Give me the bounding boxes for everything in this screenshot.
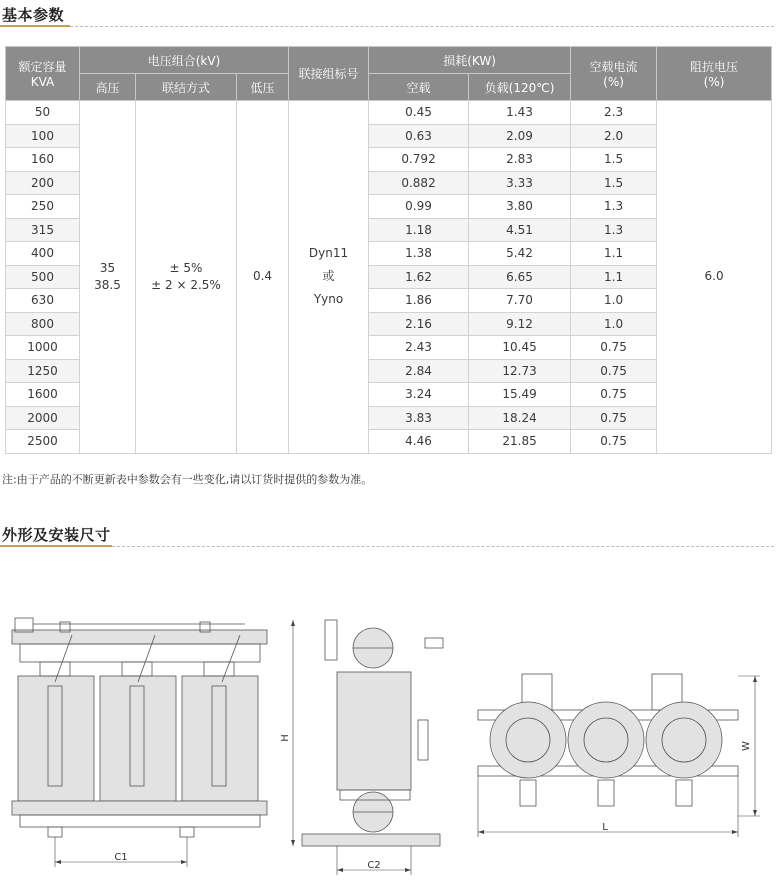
cell-no-load-current: 0.75	[571, 336, 657, 360]
cell-no-load-loss: 0.792	[369, 148, 469, 172]
cell-capacity: 200	[6, 171, 80, 195]
cell-capacity: 1600	[6, 383, 80, 407]
cell-no-load-loss: 0.63	[369, 124, 469, 148]
cell-impedance: 6.0	[657, 101, 772, 454]
footnote: 注:由于产品的不断更新表中参数会有一些变化,请以订货时提供的参数为准。	[2, 473, 373, 486]
parameter-table	[5, 46, 772, 454]
section-underline	[0, 545, 112, 547]
header-vector-group: 联接组标号	[289, 47, 369, 101]
vector-group-or: 或	[322, 269, 335, 284]
cell-vector-group	[289, 101, 369, 454]
cell-low-voltage: 0.4	[237, 101, 289, 454]
dimension-l: L	[602, 822, 608, 833]
vector-group-value: Dyn11	[308, 246, 349, 261]
header-no-load: 空载	[369, 74, 469, 101]
cell-no-load-loss: 3.24	[369, 383, 469, 407]
cell-capacity: 2000	[6, 406, 80, 430]
high-voltage-value: 35	[99, 260, 116, 275]
cell-capacity: 500	[6, 265, 80, 289]
cell-capacity: 1000	[6, 336, 80, 360]
cell-no-load-current: 1.5	[571, 148, 657, 172]
cell-capacity: 50	[6, 101, 80, 125]
cell-load-loss: 6.65	[469, 265, 571, 289]
section-header-dimensions	[0, 524, 777, 546]
cell-load-loss: 7.70	[469, 289, 571, 313]
header-voltage-group: 电压组合(kV)	[80, 47, 289, 74]
dimension-c1: C1	[114, 852, 128, 863]
installation-drawing	[0, 590, 777, 890]
tap-range: ± 2 × 2.5%	[151, 277, 221, 292]
cell-load-loss: 15.49	[469, 383, 571, 407]
header-impedance: 阻抗电压 (%)	[657, 47, 772, 101]
cell-no-load-current: 1.1	[571, 242, 657, 266]
header-connection-method: 联结方式	[136, 74, 237, 101]
header-capacity: 额定容量 KVA	[6, 47, 80, 101]
cell-no-load-current: 1.5	[571, 171, 657, 195]
cell-load-loss: 12.73	[469, 359, 571, 383]
cell-load-loss: 10.45	[469, 336, 571, 360]
header-losses: 损耗(KW)	[369, 47, 571, 74]
cell-no-load-current: 0.75	[571, 406, 657, 430]
cell-no-load-loss: 0.882	[369, 171, 469, 195]
cell-no-load-loss: 1.86	[369, 289, 469, 313]
cell-no-load-loss: 2.16	[369, 312, 469, 336]
cell-capacity: 315	[6, 218, 80, 242]
header-load: 负载(120℃)	[469, 74, 571, 101]
cell-capacity: 250	[6, 195, 80, 219]
cell-load-loss: 1.43	[469, 101, 571, 125]
cell-capacity: 800	[6, 312, 80, 336]
cell-load-loss: 4.51	[469, 218, 571, 242]
vector-group-value: Yyno	[313, 292, 344, 307]
cell-high-voltage	[80, 101, 136, 454]
cell-capacity: 630	[6, 289, 80, 313]
cell-no-load-current: 1.1	[571, 265, 657, 289]
cell-capacity: 160	[6, 148, 80, 172]
cell-no-load-loss: 1.38	[369, 242, 469, 266]
header-no-load-current: 空载电流 (%)	[571, 47, 657, 101]
dimension-w: W	[741, 741, 752, 751]
cell-no-load-loss: 1.62	[369, 265, 469, 289]
table-row	[6, 101, 772, 125]
section-title: 外形及安装尺寸	[2, 526, 111, 544]
section-underline	[0, 25, 70, 27]
cell-load-loss: 21.85	[469, 430, 571, 454]
cell-no-load-loss: 1.18	[369, 218, 469, 242]
cell-no-load-current: 1.3	[571, 218, 657, 242]
cell-no-load-current: 1.3	[571, 195, 657, 219]
cell-load-loss: 9.12	[469, 312, 571, 336]
cell-no-load-current: 1.0	[571, 312, 657, 336]
cell-no-load-loss: 0.45	[369, 101, 469, 125]
front-view	[12, 618, 267, 867]
cell-no-load-loss: 3.83	[369, 406, 469, 430]
top-view	[478, 674, 760, 837]
cell-load-loss: 2.83	[469, 148, 571, 172]
cell-no-load-current: 0.75	[571, 359, 657, 383]
dimension-c2: C2	[367, 860, 381, 871]
cell-no-load-loss: 4.46	[369, 430, 469, 454]
cell-no-load-current: 2.0	[571, 124, 657, 148]
cell-capacity: 100	[6, 124, 80, 148]
cell-load-loss: 18.24	[469, 406, 571, 430]
header-low-voltage: 低压	[237, 74, 289, 101]
cell-no-load-loss: 0.99	[369, 195, 469, 219]
high-voltage-value: 38.5	[94, 277, 121, 292]
cell-no-load-current: 2.3	[571, 101, 657, 125]
section-title: 基本参数	[2, 6, 65, 24]
cell-load-loss: 2.09	[469, 124, 571, 148]
cell-load-loss: 3.80	[469, 195, 571, 219]
header-high-voltage: 高压	[80, 74, 136, 101]
dimension-h: H	[280, 734, 291, 742]
cell-no-load-loss: 2.43	[369, 336, 469, 360]
cell-no-load-current: 0.75	[571, 430, 657, 454]
tap-range: ± 5%	[169, 260, 203, 275]
cell-capacity: 1250	[6, 359, 80, 383]
side-view	[280, 620, 443, 875]
cell-capacity: 400	[6, 242, 80, 266]
cell-no-load-current: 1.0	[571, 289, 657, 313]
cell-load-loss: 3.33	[469, 171, 571, 195]
section-divider	[70, 26, 774, 27]
cell-no-load-current: 0.75	[571, 383, 657, 407]
section-divider	[112, 546, 774, 547]
cell-no-load-loss: 2.84	[369, 359, 469, 383]
section-header-basic-params	[0, 4, 777, 26]
cell-capacity: 2500	[6, 430, 80, 454]
cell-connection-method	[136, 101, 237, 454]
cell-load-loss: 5.42	[469, 242, 571, 266]
